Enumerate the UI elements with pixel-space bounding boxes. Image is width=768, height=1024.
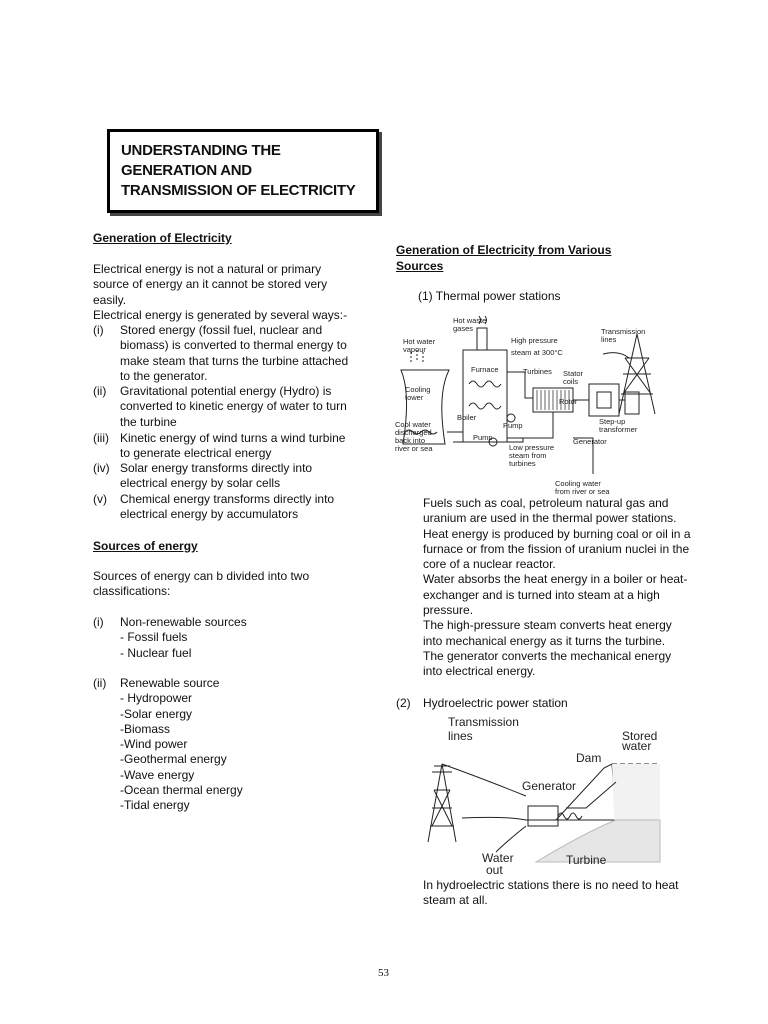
label-furnace: Furnace	[471, 365, 499, 374]
label-stator: Stator	[563, 369, 584, 378]
label-steam-from: steam from	[509, 451, 547, 460]
label-low-pressure: Low pressure	[509, 443, 555, 452]
label-hot-waste: Hot waste	[453, 316, 487, 325]
label-hot-water: Hot water	[403, 337, 436, 346]
label-high-pressure: High pressure	[511, 336, 558, 345]
thermal-title: (1) Thermal power stations	[418, 289, 561, 303]
label-boiler: Boiler	[457, 413, 477, 422]
label-discharged: discharged	[395, 428, 432, 437]
label-cooling-water: Cooling water	[555, 479, 601, 488]
label-out: out	[486, 863, 503, 877]
ground-line	[462, 817, 616, 820]
pylon-frame	[428, 764, 456, 842]
label-tower: tower	[405, 393, 424, 402]
title-box	[107, 129, 379, 213]
label-vapour: vapour	[403, 345, 426, 354]
thermal-paragraph: Fuels such as coal, petroleum natural gas and uranium are used in the thermal power stations. Heat energy is produced by burning coal or oil in a furnace or from the fission of uranium nuclei in the core of a nuclear reactor. Water absorbs the heat energy in a boiler or heat- exchanger and is turned into steam at a high pressure. The high-pressure steam converts heat energy into mechanical energy as it turns the turbine. The generator converts the mechanical energy into electrical energy.	[423, 496, 691, 679]
label-pump: Pump	[473, 433, 493, 442]
chimney	[477, 328, 487, 350]
water-out-flow	[496, 826, 526, 852]
label-from-river: from river or sea	[555, 487, 610, 496]
label-river-or-sea: river or sea	[395, 444, 433, 453]
transformer-box	[625, 392, 639, 414]
label-lines: lines	[601, 335, 617, 344]
label-generator: Generator	[573, 437, 607, 446]
label-generator: Generator	[522, 779, 577, 793]
label-transformer: transformer	[599, 425, 638, 434]
generator-house	[528, 806, 558, 826]
label-transmission: Transmission	[448, 715, 519, 729]
label-gases: gases	[453, 324, 474, 333]
boiler-coil	[469, 381, 501, 387]
label-lines: lines	[448, 729, 473, 743]
label-coils: coils	[563, 377, 579, 386]
label-rotor: Rotor	[559, 397, 578, 406]
hydroelectric-diagram	[416, 712, 664, 878]
page-title: UNDERSTANDING THE GENERATION AND TRANSMISSION OF ELECTRICITY	[121, 142, 356, 199]
page-number: 53	[378, 967, 389, 979]
generator-box	[589, 384, 619, 416]
label-transmission: Transmission	[601, 327, 646, 336]
transmission-wire	[442, 764, 526, 796]
hydro-number: (2)	[396, 696, 411, 710]
label-turbine: Turbine	[566, 853, 607, 867]
label-turbines: Turbines	[523, 367, 552, 376]
sources-intro: Sources of energy can b divided into two classifications:	[93, 569, 310, 599]
rotor-box	[597, 392, 611, 408]
intro-paragraph: Electrical energy is not a natural or primary source of energy an it cannot be stored very easily. Electrical energy is generated by several ways:-	[93, 262, 348, 322]
furnace-box	[463, 350, 507, 442]
transmission-wire	[603, 353, 629, 358]
various-sources-heading: Generation of Electricity from Various Sources	[396, 243, 612, 273]
label-stored: Stored	[622, 729, 658, 743]
label-turbines-lp: turbines	[509, 459, 536, 468]
label-water-out: Water	[482, 851, 514, 865]
label-step-up: Step-up	[599, 417, 626, 426]
generation-heading: Generation of Electricity	[93, 231, 232, 245]
label-dam: Dam	[576, 751, 602, 765]
thermal-power-diagram	[393, 314, 663, 498]
label-water: water	[622, 739, 652, 753]
hydro-paragraph: In hydroelectric stations there is no need to heat steam at all.	[423, 878, 679, 908]
label-cooling: Cooling	[405, 385, 431, 394]
label-steam-temp: steam at 300°C	[511, 348, 563, 357]
label-back-into: back into	[395, 436, 426, 445]
hydro-title: Hydroelectric power station	[423, 696, 568, 710]
boiler-coil	[469, 403, 501, 409]
label-cool-water: Cool water	[395, 420, 431, 429]
pylon-frame	[619, 334, 655, 414]
label-pump: Pump	[503, 421, 523, 430]
sources-heading: Sources of energy	[93, 539, 198, 553]
